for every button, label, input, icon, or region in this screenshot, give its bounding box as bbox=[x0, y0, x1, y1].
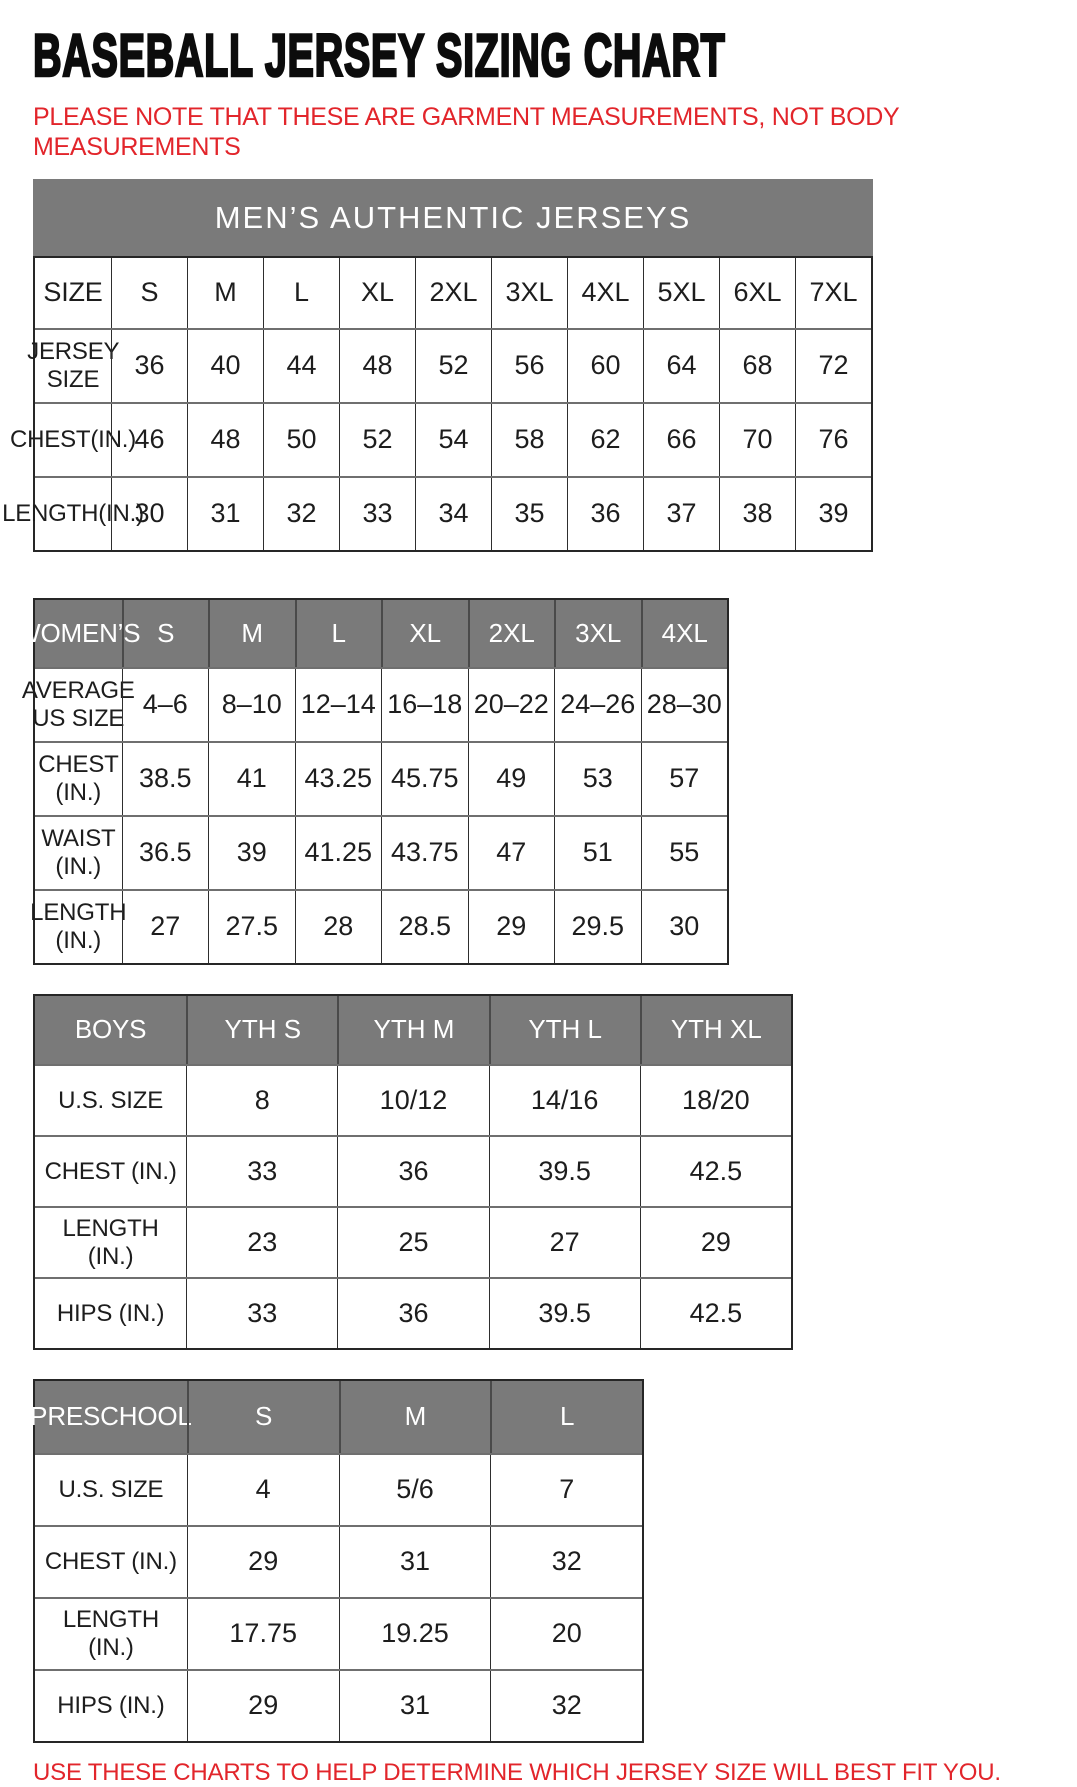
womens-sizing-table bbox=[16, 598, 729, 965]
value-cell: 51 bbox=[554, 817, 641, 889]
page-title: BASEBALL JERSEY SIZING CHART bbox=[33, 22, 726, 89]
preschool-header-row bbox=[30, 1381, 642, 1453]
value-cell: 8 bbox=[186, 1066, 337, 1135]
value-cell: 29 bbox=[187, 1527, 339, 1597]
value-cell: 29 bbox=[468, 891, 555, 963]
value-cell: 28 bbox=[295, 891, 382, 963]
row-label: WAIST (IN.) bbox=[41, 825, 116, 880]
value-cell: 20 bbox=[490, 1599, 642, 1669]
value-cell: 38 bbox=[719, 478, 795, 550]
value-cell: 48 bbox=[187, 404, 263, 476]
value-cell: 23 bbox=[186, 1208, 337, 1277]
womens-row bbox=[35, 741, 727, 815]
preschool-row bbox=[35, 1453, 642, 1525]
value-cell: 16–18 bbox=[381, 669, 468, 741]
value-cell: 52 bbox=[339, 404, 415, 476]
value-cell: 53 bbox=[554, 743, 641, 815]
value-cell: 55 bbox=[641, 817, 728, 889]
value-cell: 4 bbox=[187, 1455, 339, 1525]
row-label: U.S. SIZE bbox=[58, 1476, 164, 1504]
value-cell: 56 bbox=[491, 330, 567, 402]
value-cell: 39.5 bbox=[489, 1279, 640, 1348]
value-cell: 35 bbox=[491, 478, 567, 550]
value-cell: 29 bbox=[640, 1208, 791, 1277]
value-cell: 27.5 bbox=[208, 891, 295, 963]
value-cell: 36 bbox=[337, 1279, 488, 1348]
header-cell: YTH XL bbox=[640, 996, 791, 1064]
value-cell: 33 bbox=[186, 1137, 337, 1206]
row-label: CHEST (IN.) bbox=[44, 1157, 177, 1185]
header-cell: YTH S bbox=[186, 996, 337, 1064]
value-cell: 27 bbox=[489, 1208, 640, 1277]
value-cell: 66 bbox=[643, 404, 719, 476]
row-label: AVERAGE US SIZE bbox=[21, 677, 135, 732]
header-cell: S bbox=[122, 600, 209, 667]
header-cell: YTH M bbox=[337, 996, 488, 1064]
header-cell: XL bbox=[339, 258, 415, 328]
value-cell: 24–26 bbox=[554, 669, 641, 741]
value-cell: 14/16 bbox=[489, 1066, 640, 1135]
value-cell: 47 bbox=[468, 817, 555, 889]
row-label: JERSEY SIZE bbox=[27, 338, 120, 393]
womens-header-row bbox=[16, 600, 727, 667]
header-cell: YTH L bbox=[489, 996, 640, 1064]
header-cell: L bbox=[263, 258, 339, 328]
value-cell: 49 bbox=[468, 743, 555, 815]
value-cell: 52 bbox=[415, 330, 491, 402]
row-label: CHEST (IN.) bbox=[38, 751, 119, 806]
value-cell: 18/20 bbox=[640, 1066, 791, 1135]
value-cell: 44 bbox=[263, 330, 339, 402]
value-cell: 32 bbox=[490, 1527, 642, 1597]
value-cell: 38.5 bbox=[122, 743, 209, 815]
value-cell: 76 bbox=[795, 404, 871, 476]
footer-note: USE THESE CHARTS TO HELP DETERMINE WHICH JERSEY SIZE WILL BEST FIT YOU. bbox=[33, 1759, 1001, 1786]
table-name-cell: SIZE bbox=[43, 277, 103, 308]
value-cell: 45.75 bbox=[381, 743, 468, 815]
value-cell: 17.75 bbox=[187, 1599, 339, 1669]
value-cell: 43.25 bbox=[295, 743, 382, 815]
value-cell: 48 bbox=[339, 330, 415, 402]
value-cell: 54 bbox=[415, 404, 491, 476]
header-cell: XL bbox=[381, 600, 468, 667]
row-label: LENGTH (IN.) bbox=[62, 1606, 159, 1661]
header-cell: M bbox=[187, 258, 263, 328]
value-cell: 34 bbox=[415, 478, 491, 550]
mens-header-row bbox=[35, 258, 871, 328]
value-cell: 41 bbox=[208, 743, 295, 815]
row-label: HIPS (IN.) bbox=[56, 1299, 165, 1327]
value-cell: 50 bbox=[263, 404, 339, 476]
value-cell: 42.5 bbox=[640, 1137, 791, 1206]
value-cell: 31 bbox=[339, 1527, 491, 1597]
header-cell: 5XL bbox=[643, 258, 719, 328]
value-cell: 42.5 bbox=[640, 1279, 791, 1348]
value-cell: 37 bbox=[643, 478, 719, 550]
value-cell: 10/12 bbox=[337, 1066, 488, 1135]
header-cell: M bbox=[208, 600, 295, 667]
mens-row bbox=[27, 328, 871, 402]
womens-row bbox=[21, 667, 727, 741]
value-cell: 62 bbox=[567, 404, 643, 476]
preschool-row bbox=[35, 1525, 642, 1597]
table-name-cell: PRESCHOOL bbox=[30, 1401, 192, 1432]
value-cell: 12–14 bbox=[295, 669, 382, 741]
value-cell: 20–22 bbox=[468, 669, 555, 741]
value-cell: 41.25 bbox=[295, 817, 382, 889]
value-cell: 39 bbox=[795, 478, 871, 550]
header-cell: 3XL bbox=[554, 600, 641, 667]
table-name-cell: BOYS bbox=[74, 1014, 147, 1045]
boys-header-row bbox=[35, 996, 791, 1064]
header-cell: 4XL bbox=[641, 600, 728, 667]
value-cell: 33 bbox=[186, 1279, 337, 1348]
value-cell: 36 bbox=[567, 478, 643, 550]
boys-sizing-table bbox=[33, 994, 793, 1350]
value-cell: 28.5 bbox=[381, 891, 468, 963]
value-cell: 40 bbox=[187, 330, 263, 402]
value-cell: 31 bbox=[187, 478, 263, 550]
row-label: CHEST(IN.) bbox=[10, 426, 136, 454]
row-label: U.S. SIZE bbox=[58, 1086, 164, 1114]
value-cell: 28–30 bbox=[641, 669, 728, 741]
boys-table-grid bbox=[33, 994, 793, 1350]
value-cell: 39 bbox=[208, 817, 295, 889]
boys-row bbox=[35, 1277, 791, 1348]
value-cell: 5/6 bbox=[339, 1455, 491, 1525]
preschool-row bbox=[35, 1597, 642, 1669]
preschool-row bbox=[35, 1669, 642, 1741]
womens-table-grid bbox=[16, 598, 729, 965]
header-cell: L bbox=[295, 600, 382, 667]
header-cell: 7XL bbox=[795, 258, 871, 328]
value-cell: 27 bbox=[122, 891, 209, 963]
value-cell: 36 bbox=[111, 330, 187, 402]
boys-row bbox=[35, 1206, 791, 1277]
value-cell: 60 bbox=[567, 330, 643, 402]
boys-row bbox=[35, 1064, 791, 1135]
mens-sizing-table bbox=[2, 179, 873, 552]
value-cell: 30 bbox=[641, 891, 728, 963]
womens-row bbox=[35, 815, 727, 889]
preschool-table-grid bbox=[30, 1379, 644, 1743]
value-cell: 36.5 bbox=[122, 817, 209, 889]
boys-row bbox=[35, 1135, 791, 1206]
value-cell: 70 bbox=[719, 404, 795, 476]
row-label: LENGTH(IN.) bbox=[2, 500, 144, 528]
header-cell: 6XL bbox=[719, 258, 795, 328]
value-cell: 33 bbox=[339, 478, 415, 550]
value-cell: 7 bbox=[490, 1455, 642, 1525]
value-cell: 30 bbox=[111, 478, 187, 550]
value-cell: 29.5 bbox=[554, 891, 641, 963]
mens-row bbox=[10, 402, 871, 476]
value-cell: 64 bbox=[643, 330, 719, 402]
value-cell: 8–10 bbox=[208, 669, 295, 741]
header-cell: 3XL bbox=[491, 258, 567, 328]
header-cell: S bbox=[187, 1381, 339, 1453]
row-label: LENGTH (IN.) bbox=[62, 1214, 159, 1270]
value-cell: 32 bbox=[263, 478, 339, 550]
value-cell: 39.5 bbox=[489, 1137, 640, 1206]
measurement-note: PLEASE NOTE THAT THESE ARE GARMENT MEASUREMENTS, NOT BODY MEASUREMENTS bbox=[33, 103, 899, 161]
womens-row bbox=[30, 889, 727, 963]
header-cell: M bbox=[339, 1381, 491, 1453]
value-cell: 31 bbox=[339, 1671, 491, 1741]
value-cell: 29 bbox=[187, 1671, 339, 1741]
row-label: CHEST (IN.) bbox=[44, 1548, 177, 1576]
value-cell: 4–6 bbox=[122, 669, 209, 741]
table-name-cell: WOMEN’S bbox=[16, 617, 141, 648]
mens-table-banner: MEN’S AUTHENTIC JERSEYS bbox=[33, 179, 873, 256]
row-label: HIPS (IN.) bbox=[57, 1692, 165, 1720]
header-cell: 2XL bbox=[415, 258, 491, 328]
mens-row bbox=[2, 476, 871, 550]
header-cell: S bbox=[111, 258, 187, 328]
mens-table-grid bbox=[2, 256, 873, 552]
row-label: LENGTH (IN.) bbox=[30, 899, 127, 954]
value-cell: 72 bbox=[795, 330, 871, 402]
sizing-chart-page bbox=[0, 22, 1077, 1786]
header-cell: L bbox=[490, 1381, 642, 1453]
value-cell: 68 bbox=[719, 330, 795, 402]
preschool-sizing-table bbox=[30, 1379, 644, 1743]
value-cell: 36 bbox=[337, 1137, 488, 1206]
value-cell: 58 bbox=[491, 404, 567, 476]
value-cell: 46 bbox=[111, 404, 187, 476]
value-cell: 43.75 bbox=[381, 817, 468, 889]
value-cell: 57 bbox=[641, 743, 728, 815]
header-cell: 4XL bbox=[567, 258, 643, 328]
value-cell: 25 bbox=[337, 1208, 488, 1277]
value-cell: 19.25 bbox=[339, 1599, 491, 1669]
header-cell: 2XL bbox=[468, 600, 555, 667]
value-cell: 32 bbox=[490, 1671, 642, 1741]
